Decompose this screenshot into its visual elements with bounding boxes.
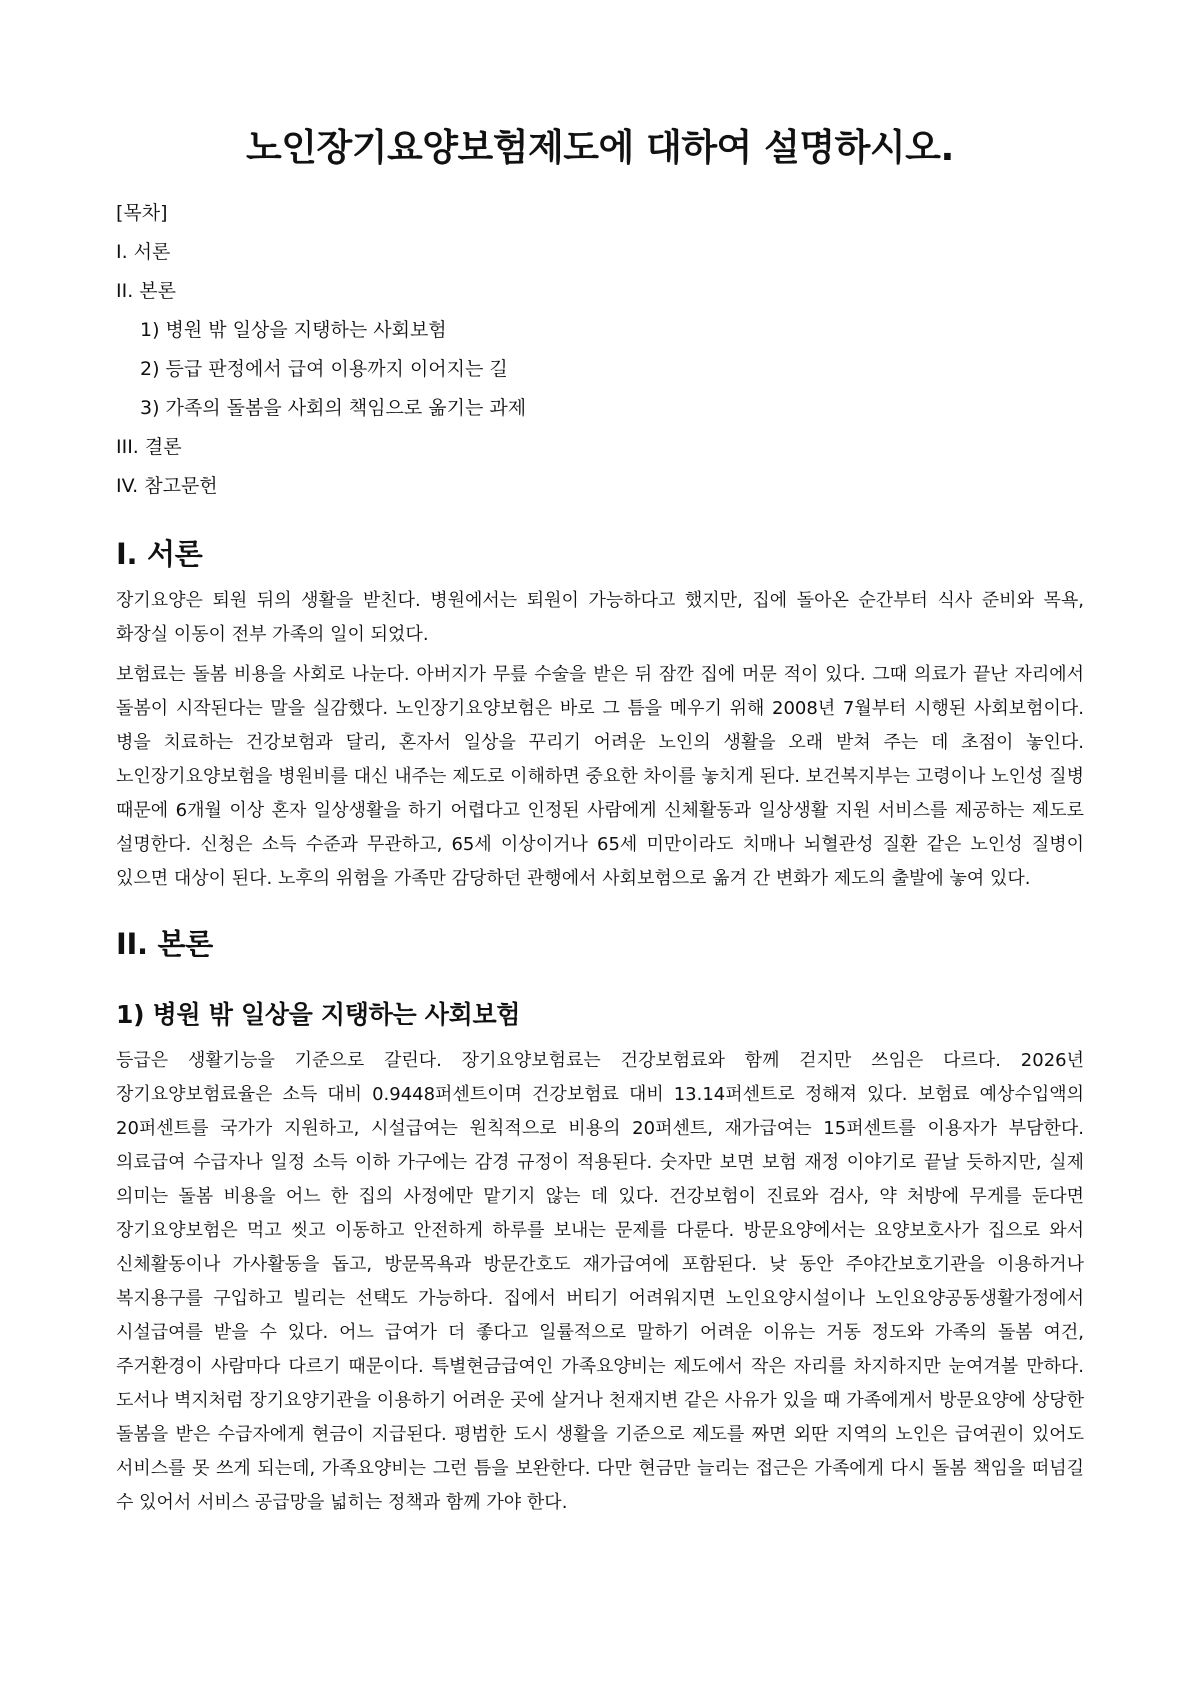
toc-item-body-3: 3) 가족의 돌봄을 사회의 책임으로 옮기는 과제 — [140, 397, 527, 419]
intro-paragraph-2: 보험료는 돌봄 비용을 사회로 나눈다. 아버지가 무릎 수술을 받은 뒤 잠깐 집에 머문 적이 있다. 그때 의료가 끝난 자리에서 돌봄이 시작된다는 말을 실감했다. 노인장기요양보험은 바로 그 틈을 메우기 위해 2008년 7월부터 시행된 사회보험이다. 병을 치료하는 건강보험과 달리, 혼자서 일상을 꾸리기 어려운 노인의 생활을 오래 받쳐 주는 데 초점이 놓인다. 노인장기요양보험을 병원비를 대신 내주는 제도로 이해하면 중요한 차이를 놓치게 된다. 보건복지부는 고령이나 노인성 질병 때문에 6개월 이상 혼자 일상생활을 하기 어렵다고 인정된 사람에게 신체활동과 일상생활 지원 서비스를 제공하는 제도로 설명한다. 신청은 소득 수준과 무관하고, 65세 이상이거나 65세 미만이라도 치매나 뇌혈관성 질환 같은 노인성 질병이 있으면 대상이 된다. 노후의 위험을 가족만 감당하던 관행에서 사회보험으로 옮겨 간 변화가 제도의 출발에 놓여 있다. — [116, 664, 1084, 889]
body-subsection-1-heading: 1) 병원 밖 일상을 지탱하는 사회보험 — [116, 1000, 521, 1029]
body-heading: II. 본론 — [116, 927, 213, 961]
toc-label: [목차] — [116, 202, 168, 224]
body-subsection-1-paragraph-1: 등급은 생활기능을 기준으로 갈린다. 장기요양보험료는 건강보험료와 함께 걷지만 쓰임은 다르다. 2026년 장기요양보험료율은 소득 대비 0.9448퍼센트이며 건강보험료 대비 13.14퍼센트로 정해져 있다. 보험료 예상수입액의 20퍼센트를 국가가 지원하고, 시설급여는 원칙적으로 비용의 20퍼센트, 재가급여는 15퍼센트를 이용자가 부담한다. 의료급여 수급자나 일정 소득 이하 가구에는 감경 규정이 적용된다. 숫자만 보면 보험 재정 이야기로 끝날 듯하지만, 실제 의미는 돌봄 비용을 어느 한 집의 사정에만 맡기지 않는 데 있다. 건강보험이 진료와 검사, 약 처방에 무게를 둔다면 장기요양보험은 먹고 씻고 이동하고 안전하게 하루를 보내는 문제를 다룬다. 방문요양에서는 요양보호사가 집으로 와서 신체활동이나 가사활동을 돕고, 방문목욕과 방문간호도 재가급여에 포함된다. 낮 동안 주야간보호기관을 이용하거나 복지용구를 구입하고 빌리는 선택도 가능하다. 집에서 버티기 어려워지면 노인요양시설이나 노인요양공동생활가정에서 시설급여를 받을 수 있다. 어느 급여가 더 좋다고 일률적으로 말하기 어려운 이유는 거동 정도와 가족의 돌봄 여건, 주거환경이 사람마다 다르기 때문이다. 특별현금급여인 가족요양비는 제도에서 작은 자리를 차지하지만 눈여겨볼 만하다. 도서나 벽지처럼 장기요양기관을 이용하기 어려운 곳에 살거나 천재지변 같은 사유가 있을 때 가족에게서 방문요양에 상당한 돌봄을 받은 수급자에게 현금이 지급된다. 평범한 도시 생활을 기준으로 제도를 짜면 외딴 지역의 노인은 급여권이 있어도 서비스를 못 쓰게 되는데, 가족요양비는 그런 틈을 보완한다. 다만 현금만 늘리는 접근은 가족에게 다시 돌봄 책임을 떠넘길 수 있어서 서비스 공급망을 넓히는 정책과 함께 가야 한다. — [116, 1050, 1084, 1513]
intro-section — [116, 530, 1084, 896]
document-title: 노인장기요양보험제도에 대하여 설명하시오. — [246, 126, 954, 169]
toc-item-conclusion: III. 결론 — [116, 436, 182, 458]
toc-item-body-2: 2) 등급 판정에서 급여 이용까지 이어지는 길 — [140, 358, 508, 380]
toc-item-body-1: 1) 병원 밖 일상을 지탱하는 사회보험 — [140, 319, 447, 341]
toc-item-references: IV. 참고문헌 — [116, 475, 218, 497]
table-of-contents — [116, 194, 1084, 506]
body-section — [116, 920, 1084, 1520]
intro-paragraph-1: 장기요양은 퇴원 뒤의 생활을 받친다. 병원에서는 퇴원이 가능하다고 했지만, 집에 돌아온 순간부터 식사 준비와 목욕, 화장실 이동이 전부 가족의 일이 되었다. — [116, 590, 1084, 645]
toc-item-intro: I. 서론 — [116, 241, 171, 263]
toc-item-body: II. 본론 — [116, 280, 176, 302]
intro-heading: I. 서론 — [116, 537, 203, 571]
